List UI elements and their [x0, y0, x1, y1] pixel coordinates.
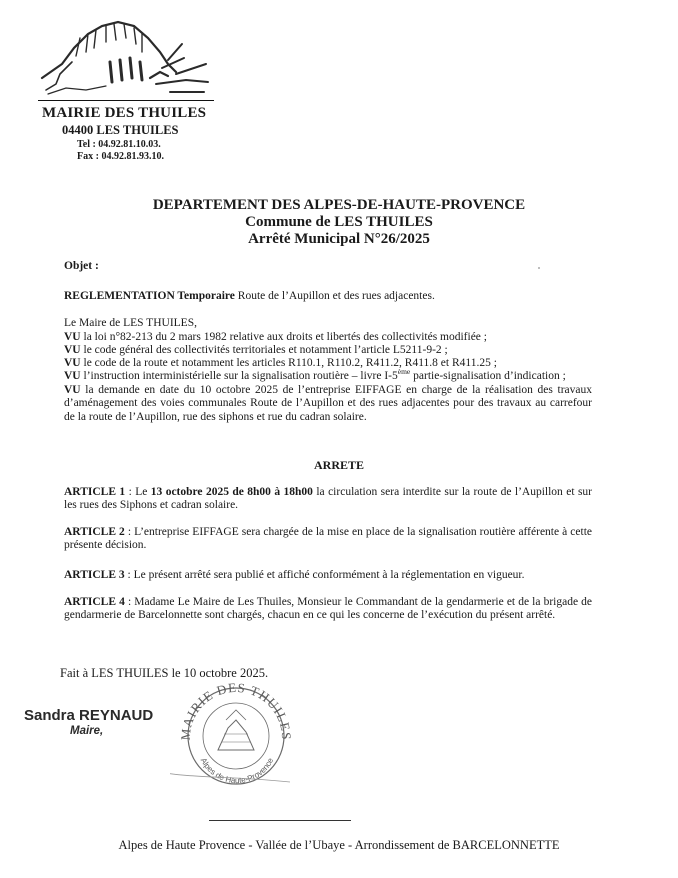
- mairie-tel: Tel : 04.92.81.10.03.: [77, 139, 161, 150]
- commune-title: Commune de LES THUILES: [245, 214, 433, 230]
- mairie-fax: Fax : 04.92.81.93.10.: [77, 151, 164, 162]
- official-stamp: [170, 680, 300, 795]
- arrete-heading: ARRETE: [313, 458, 364, 472]
- mairie-logo: [36, 12, 216, 105]
- vu-label: VU: [64, 344, 81, 356]
- objet-text: Route de l’Aupillon et des rues adjacentes.: [234, 290, 435, 302]
- footer-divider: [209, 820, 351, 821]
- article-4-label: ARTICLE 4: [64, 596, 125, 608]
- vu-label: VU: [64, 370, 81, 382]
- signer-name: Sandra REYNAUD: [24, 707, 154, 724]
- vu-label: VU: [64, 331, 81, 343]
- vu-text: le code général des collectivités territoriales et notamment l’article L5211-9-2 ;: [83, 344, 448, 356]
- mairie-city: 04400 LES THUILES: [62, 123, 179, 137]
- signer-role: Maire,: [70, 725, 104, 737]
- svg-text:Alpes de Haute-Provence: [199, 756, 276, 785]
- article-4-text: : Madame Le Maire de Les Thuiles, Monsieur le Commandant de la gendarmerie et de la brigade de gendarmerie de Barcelonnette sont chargés, chacun en ce qui les concerne de l’exécution du présent arrêté.: [64, 596, 593, 622]
- vu-line-5: [64, 384, 592, 424]
- vu-label: VU: [64, 384, 81, 396]
- vu-line-4: [64, 367, 634, 383]
- objet-bold: REGLEMENTATION Temporaire: [64, 290, 235, 302]
- article-2-label: ARTICLE 2: [64, 526, 125, 538]
- vu-line-2: [64, 344, 624, 357]
- department-title: DEPARTEMENT DES ALPES-DE-HAUTE-PROVENCE: [152, 197, 526, 213]
- decree-number: Arrêté Municipal N°26/2025: [248, 231, 430, 247]
- fait-a: Fait à LES THUILES le 10 octobre 2025.: [60, 666, 269, 680]
- mairie-name: MAIRIE DES THUILES: [42, 105, 207, 121]
- preamble-intro: Le Maire de LES THUILES,: [64, 317, 197, 329]
- article-1: [64, 486, 592, 513]
- footer-text: Alpes de Haute Provence - Vallée de l’Ubaye - Arrondissement de BARCELONNETTE: [118, 838, 560, 852]
- vu-line-1: [64, 331, 624, 344]
- vu-label: VU: [64, 357, 81, 369]
- vu-text: l’instruction interministérielle sur la signalisation routière – livre I-5: [83, 370, 398, 382]
- article-2: [64, 526, 592, 553]
- article-3-label: ARTICLE 3: [64, 569, 125, 581]
- objet-label: Objet :: [64, 260, 99, 272]
- article-1-text: la circulation sera interdite sur la route de l’Aupillon et sur les rues des Siphons et cadran solaire.: [64, 486, 592, 512]
- header-divider: [38, 100, 214, 101]
- objet-line: [64, 290, 624, 303]
- article-2-text: : L’entreprise EIFFAGE sera chargée de la mise en place de la signalisation routière afférente à cette présente décision.: [64, 526, 593, 552]
- article-4: [64, 596, 592, 623]
- vu-line-3: [64, 357, 624, 370]
- article-1-pre: : Le: [125, 486, 151, 498]
- article-3-text: : Le présent arrêté sera publié et affiché conformément à la réglementation en vigueur.: [124, 569, 525, 581]
- vu-superscript: ème: [397, 367, 411, 377]
- vu-text: la demande en date du 10 octobre 2025 de l’entreprise EIFFAGE en charge de la réalisation des travaux d’aménagement des voies communales Route de l’Aupillon et des rues adjacentes pour des travaux au carrefour de la route de l’Aupillon, rue des siphons et rue du cadran solaire.: [64, 384, 592, 423]
- vu-text: partie-signalisation d’indication ;: [410, 370, 566, 382]
- scan-speck: [538, 267, 540, 269]
- stamp-bottom-text: Alpes de Haute-Provence: [198, 756, 276, 786]
- vu-text: le code de la route et notamment les articles R110.1, R110.2, R411.2, R411.8 et R411.25 ;: [83, 357, 497, 369]
- stamp-top-text: MAIRIE DES THUILES: [177, 680, 295, 741]
- vu-text: la loi n°82-213 du 2 mars 1982 relative aux droits et libertés des collectivités modifiée ;: [83, 331, 487, 343]
- article-1-date: 13 octobre 2025 de 8h00 à 18h00: [150, 486, 313, 498]
- article-3: [64, 569, 624, 582]
- article-1-label: ARTICLE 1: [64, 486, 126, 498]
